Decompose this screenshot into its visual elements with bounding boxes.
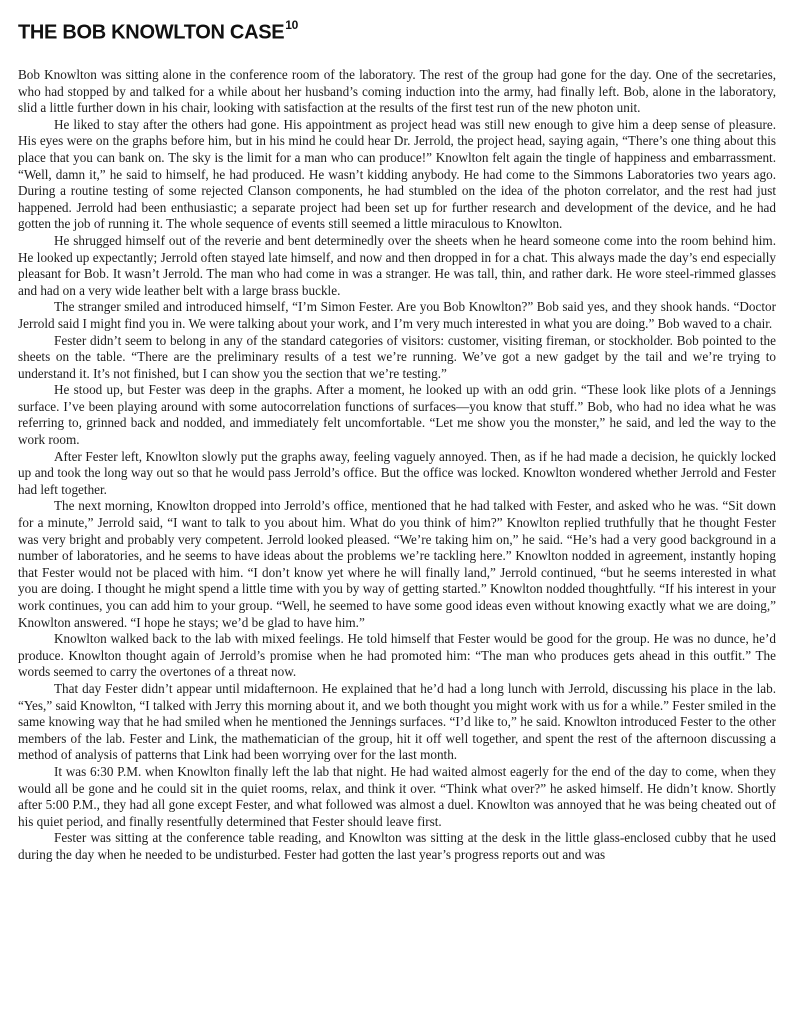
paragraph-2: He liked to stay after the others had gone. His appointment as project head was still new enough to give him a deep sense of pleasure. His eyes were on the graphs before him, but in his mind he could hear Dr. Jerrold, the project head, saying again, “There’s one thing about this place that you can bank on. The sky is the limit for a man who can produce!” Knowlton felt again the tingle of happiness and embarrassment. “Well, damn it,” he said to himself, he had produced. He wasn’t kidding anybody. He had come to the Simmons Laboratories two years ago. During a routine testing of some rejected Clanson components, he had stumbled on the idea of the photon correlator, and the rest had just happened. Jerrold had been enthusiastic; a separate project had been set up for further research and development of the device, and he had gotten the job of running it. The whole sequence of events still seemed a little miraculous to Knowlton. [18,116,776,232]
page-title [18,20,298,45]
paragraph-4: The stranger smiled and introduced himself, “I’m Simon Fester. Are you Bob Knowlton?” Bob said yes, and they shook hands. “Doctor Jerrold said I might find you in. We were talking about your work, and I’m very much interested in what you are doing.” Bob waved to a chair. [18,299,776,331]
paragraph-3: He shrugged himself out of the reverie and bent determinedly over the sheets when he heard someone come into the room behind him. He looked up expectantly; Jerrold often stayed late himself, and now and then dropped in for a chat. This always made the day’s end especially pleasant for Bob. It wasn’t Jerrold. The man who had come in was a stranger. He was tall, thin, and rather dark. He wore steel-rimmed glasses and had on a very wide leather belt with a large brass buckle. [18,232,776,298]
article-body [18,67,776,864]
paragraph-8: The next morning, Knowlton dropped into Jerrold’s office, mentioned that he had talked with Fester, and asked who he was. “Sit down for a minute,” Jerrold said, “I want to talk to you about him. What do you think of him?” Knowlton replied truthfully that he thought Fester was very bright and probably very competent. Jerrold looked pleased. “We’re taking him on,” he said. “He’s had a very good background in a number of laboratories, and he seems to have ideas about the problems we’re tackling here.” Knowlton nodded in agreement, instantly hoping that Fester would not be placed with him. “I don’t know yet where he will finally land,” Jerrold continued, “but he seems interested in what you are doing. I thought he might spend a little time with you by way of getting started.” Knowlton nodded thoughtfully. “If his interest in your work continues, you can add him to your group. “Well, he seemed to have some good ideas even without knowing exactly what we are doing,” Knowlton answered. “I hope he stays; we’d be glad to have him.” [18,498,776,630]
title-text: THE BOB KNOWLTON CASE [18,21,285,44]
paragraph-10: That day Fester didn’t appear until midafternoon. He explained that he’d had a long lunch with Jerrold, discussing his place in the lab. “Yes,” said Knowlton, “I talked with Jerry this morning about it, and we both thought you might work with us for a while.” Fester smiled in the same knowing way that he had smiled when he mentioned the Jennings surfaces. “I’d like to,” he said. Knowlton introduced Fester to the other members of the lab. Fester and Link, the mathematician of the group, hit it off well together, and spent the rest of the afternoon discussing a method of analysis of patterns that Link had been worrying over for the last month. [18,680,776,763]
footnote-marker: 10 [285,18,299,32]
paragraph-9: Knowlton walked back to the lab with mixed feelings. He told himself that Fester would be good for the group. He was no dunce, he’d produce. Knowlton thought again of Jerrold’s promise when he had promoted him: “The man who produces gets ahead in this outfit.” The words seemed to carry the overtones of a threat now. [18,631,776,680]
paragraph-12: Fester was sitting at the conference table reading, and Knowlton was sitting at the desk in the little glass-enclosed cubby that he used during the day when he needed to be undisturbed. Fester had gotten the last year’s progress reports out and was [18,830,776,862]
paragraph-6: He stood up, but Fester was deep in the graphs. After a moment, he looked up with an odd grin. “These look like plots of a Jennings surface. I’ve been playing around with some autocorrelation functions of surfaces—you know that stuff.” Bob, who had no idea what he was referring to, grinned back and nodded, and immediately felt uncomfortable. “Let me show you the monster,” he said, and led the way to the work room. [18,382,776,448]
paragraph-1: Bob Knowlton was sitting alone in the conference room of the laboratory. The rest of the group had gone for the day. One of the secretaries, who had stopped by and talked for a while about her husband’s coming induction into the army, had finally left. Bob, alone in the laboratory, slid a little further down in his chair, looking with satisfaction at the results of the first test run of the new photon unit. [18,67,776,116]
paragraph-7: After Fester left, Knowlton slowly put the graphs away, feeling vaguely annoyed. Then, as if he had made a decision, he quickly locked up and took the long way out so that he would pass Jerrold’s office. But the office was locked. Knowlton wondered whether Jerrold and Fester had left together. [18,448,776,497]
paragraph-5: Fester didn’t seem to belong in any of the standard categories of visitors: customer, visiting fireman, or stockholder. Bob pointed to the sheets on the table. “There are the preliminary results of a test we’re running. We’ve got a new gadget by the tail and we’re trying to understand it. It’s not finished, but I can show you the section that we’re testing.” [18,332,776,381]
paragraph-11: It was 6:30 P.M. when Knowlton finally left the lab that night. He had waited almost eagerly for the end of the day to come, when they would all be gone and he could sit in the quiet rooms, relax, and think it over. “Think what over?” he asked himself. He didn’t know. Shortly after 5:00 P.M., they had all gone except Fester, and what followed was almost a duel. Knowlton was annoyed that he was being cheated out of his quiet period, and finally resentfully determined that Fester should leave first. [18,763,776,829]
